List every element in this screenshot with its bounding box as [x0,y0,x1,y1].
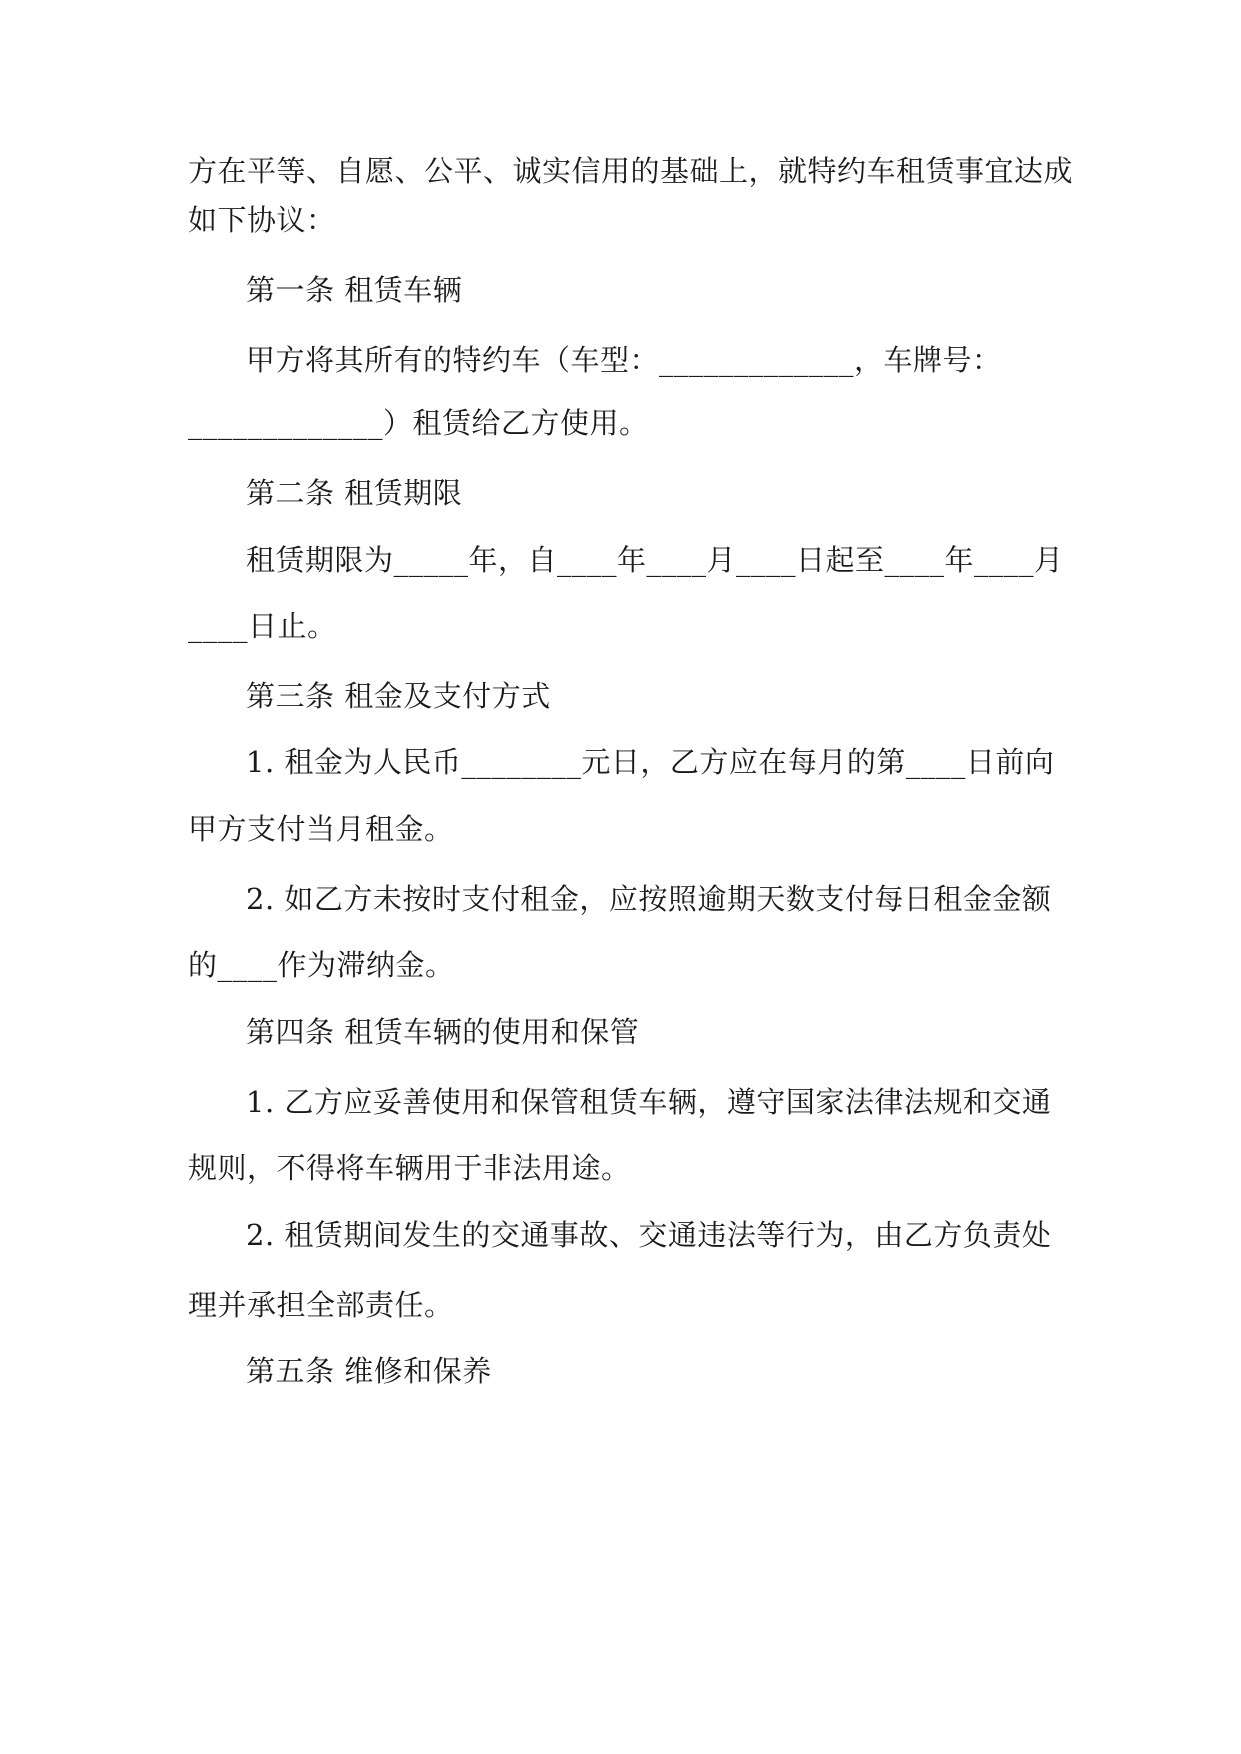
article-heading-4: 第四条 租赁车辆的使用和保管 [246,1015,640,1049]
article-heading-1: 第一条 租赁车辆 [246,273,463,307]
paragraph-line: 1. 乙方应妥善使用和保管租赁车辆，遵守国家法律法规和交通 [246,1085,1052,1119]
paragraph-line: 的____作为滞纳金。 [188,948,455,982]
paragraph-line: 甲方将其所有的特约车（车型：_____________，车牌号： [246,343,1002,377]
paragraph-line: 方在平等、自愿、公平、诚实信用的基础上，就特约车租赁事宜达成 [188,154,1074,188]
paragraph-line: 甲方支付当月租金。 [188,812,454,846]
paragraph-line: 如下协议： [188,203,336,237]
paragraph-line: ____日止。 [188,609,337,643]
paragraph-line: _____________）租赁给乙方使用。 [188,406,649,440]
paragraph-line: 1. 租金为人民币________元日，乙方应在每月的第____日前向 [246,745,1055,779]
article-heading-3: 第三条 租金及支付方式 [246,679,551,713]
paragraph-line: 规则，不得将车辆用于非法用途。 [188,1151,631,1185]
paragraph-line: 2. 租赁期间发生的交通事故、交通违法等行为，由乙方负责处 [246,1218,1052,1252]
article-heading-2: 第二条 租赁期限 [246,476,463,510]
article-heading-5: 第五条 维修和保养 [246,1354,492,1388]
paragraph-line: 租赁期限为_____年，自____年____月____日起至____年____月 [246,543,1064,577]
paragraph-line: 2. 如乙方未按时支付租金，应按照逾期天数支付每日租金金额 [246,882,1052,916]
paragraph-line: 理并承担全部责任。 [188,1288,454,1322]
